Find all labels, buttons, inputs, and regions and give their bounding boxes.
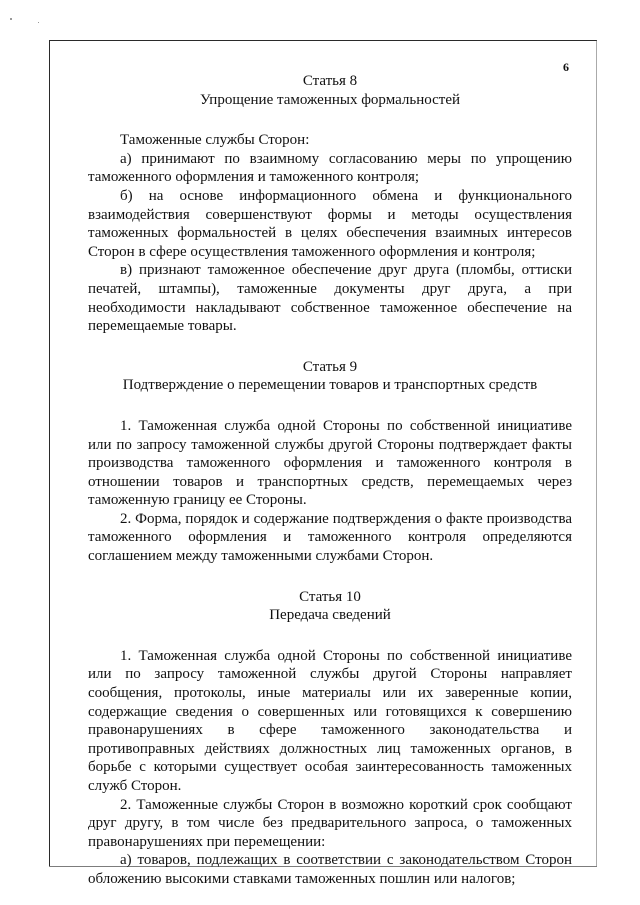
article-10 (88, 588, 572, 889)
article-9-number: Статья 9 (302, 358, 358, 375)
article-8-paragraph: а) принимают по взаимному согласованию меры по упрощению таможенного оформления и таможенного контроля; (88, 150, 572, 186)
scan-speck (38, 22, 39, 23)
article-9-paragraph: 2. Форма, порядок и содержание подтверждения о факте производства таможенного оформления и таможенного контроля определяются соглашением между таможенными службами Сторон. (88, 510, 572, 565)
document-body (88, 70, 572, 889)
article-10-paragraph: 1. Таможенная служба одной Стороны по собственной инициативе или по запросу таможенной службы другой Стороны направляет сообщения, протоколы, иные материалы или их заверенные копии, содержащие сведения о совершенных или готовящихся к совершению правонарушениях в сфере таможенного законодательства и противоправных действиях должностных лиц таможенных органов, в борьбе с которыми существует особая заинтересованность таможенных служб Сторон. (88, 647, 572, 794)
article-10-number: Статья 10 (299, 588, 361, 605)
article-10-title: Передача сведений (269, 607, 391, 624)
article-9 (88, 358, 572, 566)
article-8-paragraph: в) признают таможенное обеспечение друг друга (пломбы, оттиски печатей, штампы), таможенные документы друг друга, а при необходимости накладывают собственное таможенное обеспечение на перемещаемые товары. (88, 262, 572, 335)
article-8-paragraph: Таможенные службы Сторон: (120, 132, 310, 149)
scan-speck (10, 18, 12, 20)
article-9-title: Подтверждение о перемещении товаров и транспортных средств (122, 377, 538, 394)
article-8 (88, 72, 572, 336)
article-10-paragraph: 2. Таможенные службы Сторон в возможно короткий срок сообщают друг другу, в том числе без предварительного запроса, о таможенных правонарушениях при перемещении: (88, 796, 572, 850)
article-8-number: Статья 8 (302, 73, 358, 89)
article-10-paragraph: а) товаров, подлежащих в соответствии с законодательством Сторон обложению высокими ставками таможенных пошлин или налогов; (88, 852, 572, 887)
page-number: 6 (563, 60, 569, 74)
page-border-right (596, 40, 597, 866)
page-border-left (49, 40, 50, 866)
article-8-paragraph: б) на основе информационного обмена и функционального взаимодействия совершенствуют формы и методы осуществления таможенных формальностей в целях обеспечения взаимных интересов Сторон в сфере осуществления таможенного оформления и контроля; (88, 187, 572, 260)
section-spacer (88, 566, 572, 586)
section-spacer (88, 336, 572, 356)
page-border-top (49, 40, 597, 41)
article-9-paragraph: 1. Таможенная служба одной Стороны по собственной инициативе или по запросу таможенной службы другой Стороны подтверждает факты производства таможенного оформления и таможенного контроля в отношении товаров и транспортных средств, перемещаемых через таможенную границу ее Стороны. (88, 417, 572, 509)
article-8-title: Упрощение таможенных формальностей (199, 91, 461, 108)
